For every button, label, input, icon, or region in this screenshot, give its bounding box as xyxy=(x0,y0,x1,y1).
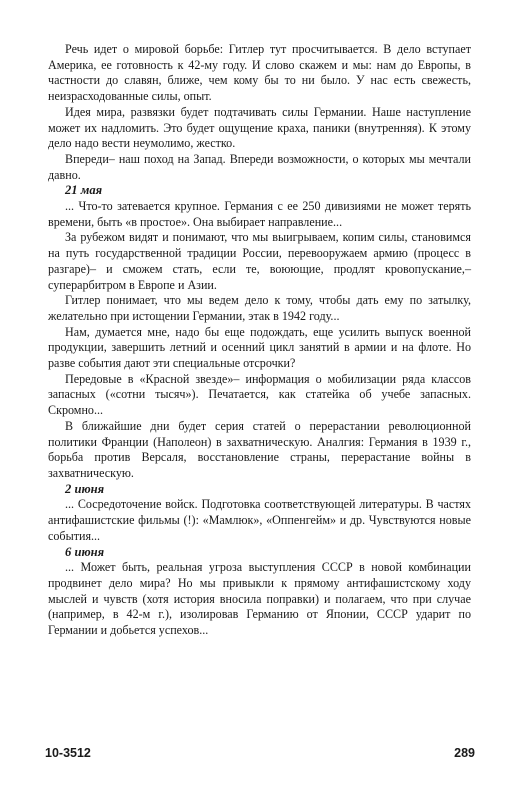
page-footer xyxy=(45,746,475,764)
paragraph: Нам, думается мне, надо бы еще подождать, еще усилить выпуск военной продукции, завершить летний и осенний цикл занятий в армии и на флоте. Но разве события дают эти специальные отсрочки? xyxy=(48,324,471,371)
diary-date-heading: 6 июня xyxy=(65,544,105,559)
paragraph: Идея мира, развязки будет подтачивать силы Германии. Наше наступление может их надломить. Это будет ощущение краха, паники (внутренняя). К этому дело надо вести неумолимо, жестко. xyxy=(48,104,471,151)
page-number: 289 xyxy=(454,746,475,760)
paragraph: Передовые в «Красной звезде»– информация о мобилизации ряда классов запасных («сотни тысяч»). Печатается, как статейка об учебе запасных. Скромно... xyxy=(48,371,471,418)
paragraph: За рубежом видят и понимают, что мы выигрываем, копим силы, становимся на путь государственной традиции России, перевооружаем армию (процесс в разгаре)– и сможем стать, если те, воюющие, продлят кровопускание,– суперарбитром в Европе и Азии. xyxy=(48,230,471,292)
paragraph: ... Может быть, реальная угроза выступления СССР в новой комбинации продвинет дело мира? Но мы привыкли к прямому антифашистскому ходу мыслей и чувств (хотя история вносила поправки) и полагаем, что при случае (например, в 42-м г.), изолировав Германию от Японии, СССР ударит по Германии и добьется успехов... xyxy=(48,560,471,638)
printer-signature: 10-3512 xyxy=(45,746,91,760)
paragraph: Гитлер понимает, что мы ведем дело к тому, чтобы дать ему по затылку, желательно при истощении Германии, этак в 1942 году... xyxy=(48,293,471,323)
diary-date-heading: 2 июня xyxy=(65,481,105,496)
diary-date-heading: 21 мая xyxy=(65,183,103,198)
paragraph: Речь идет о мировой борьбе: Гитлер тут просчитывается. В дело вступает Америка, ее готовность к 42-му году. И слово скажем и мы: нам до Европы, в частности до славян, ближе, чем кому бы то ни было. У нас есть свежесть, неизрасходованные силы, опыт. xyxy=(48,42,471,104)
body-text xyxy=(48,42,471,639)
paragraph: В ближайшие дни будет серия статей о перерастании революционной политики Франции (Наполеон) в захватническую. Аналгия: Германия в 1939 г., борьба против Версаля, восстановление страны, перерастание войны в захватническую. xyxy=(48,418,471,480)
paragraph: Впереди– наш поход на Запад. Впереди возможности, о которых мы мечтали давно. xyxy=(48,151,471,182)
paragraph: ... Что-то затевается крупное. Германия с ее 250 дивизиями не может терять времени, быть «в простое». Она выбирает направление... xyxy=(48,199,471,229)
paragraph: ... Сосредоточение войск. Подготовка соответствующей литературы. В частях антифашистские фильмы (!): «Мамлюк», «Оппенгейм» и др. Чувствуются новые события... xyxy=(48,497,471,543)
